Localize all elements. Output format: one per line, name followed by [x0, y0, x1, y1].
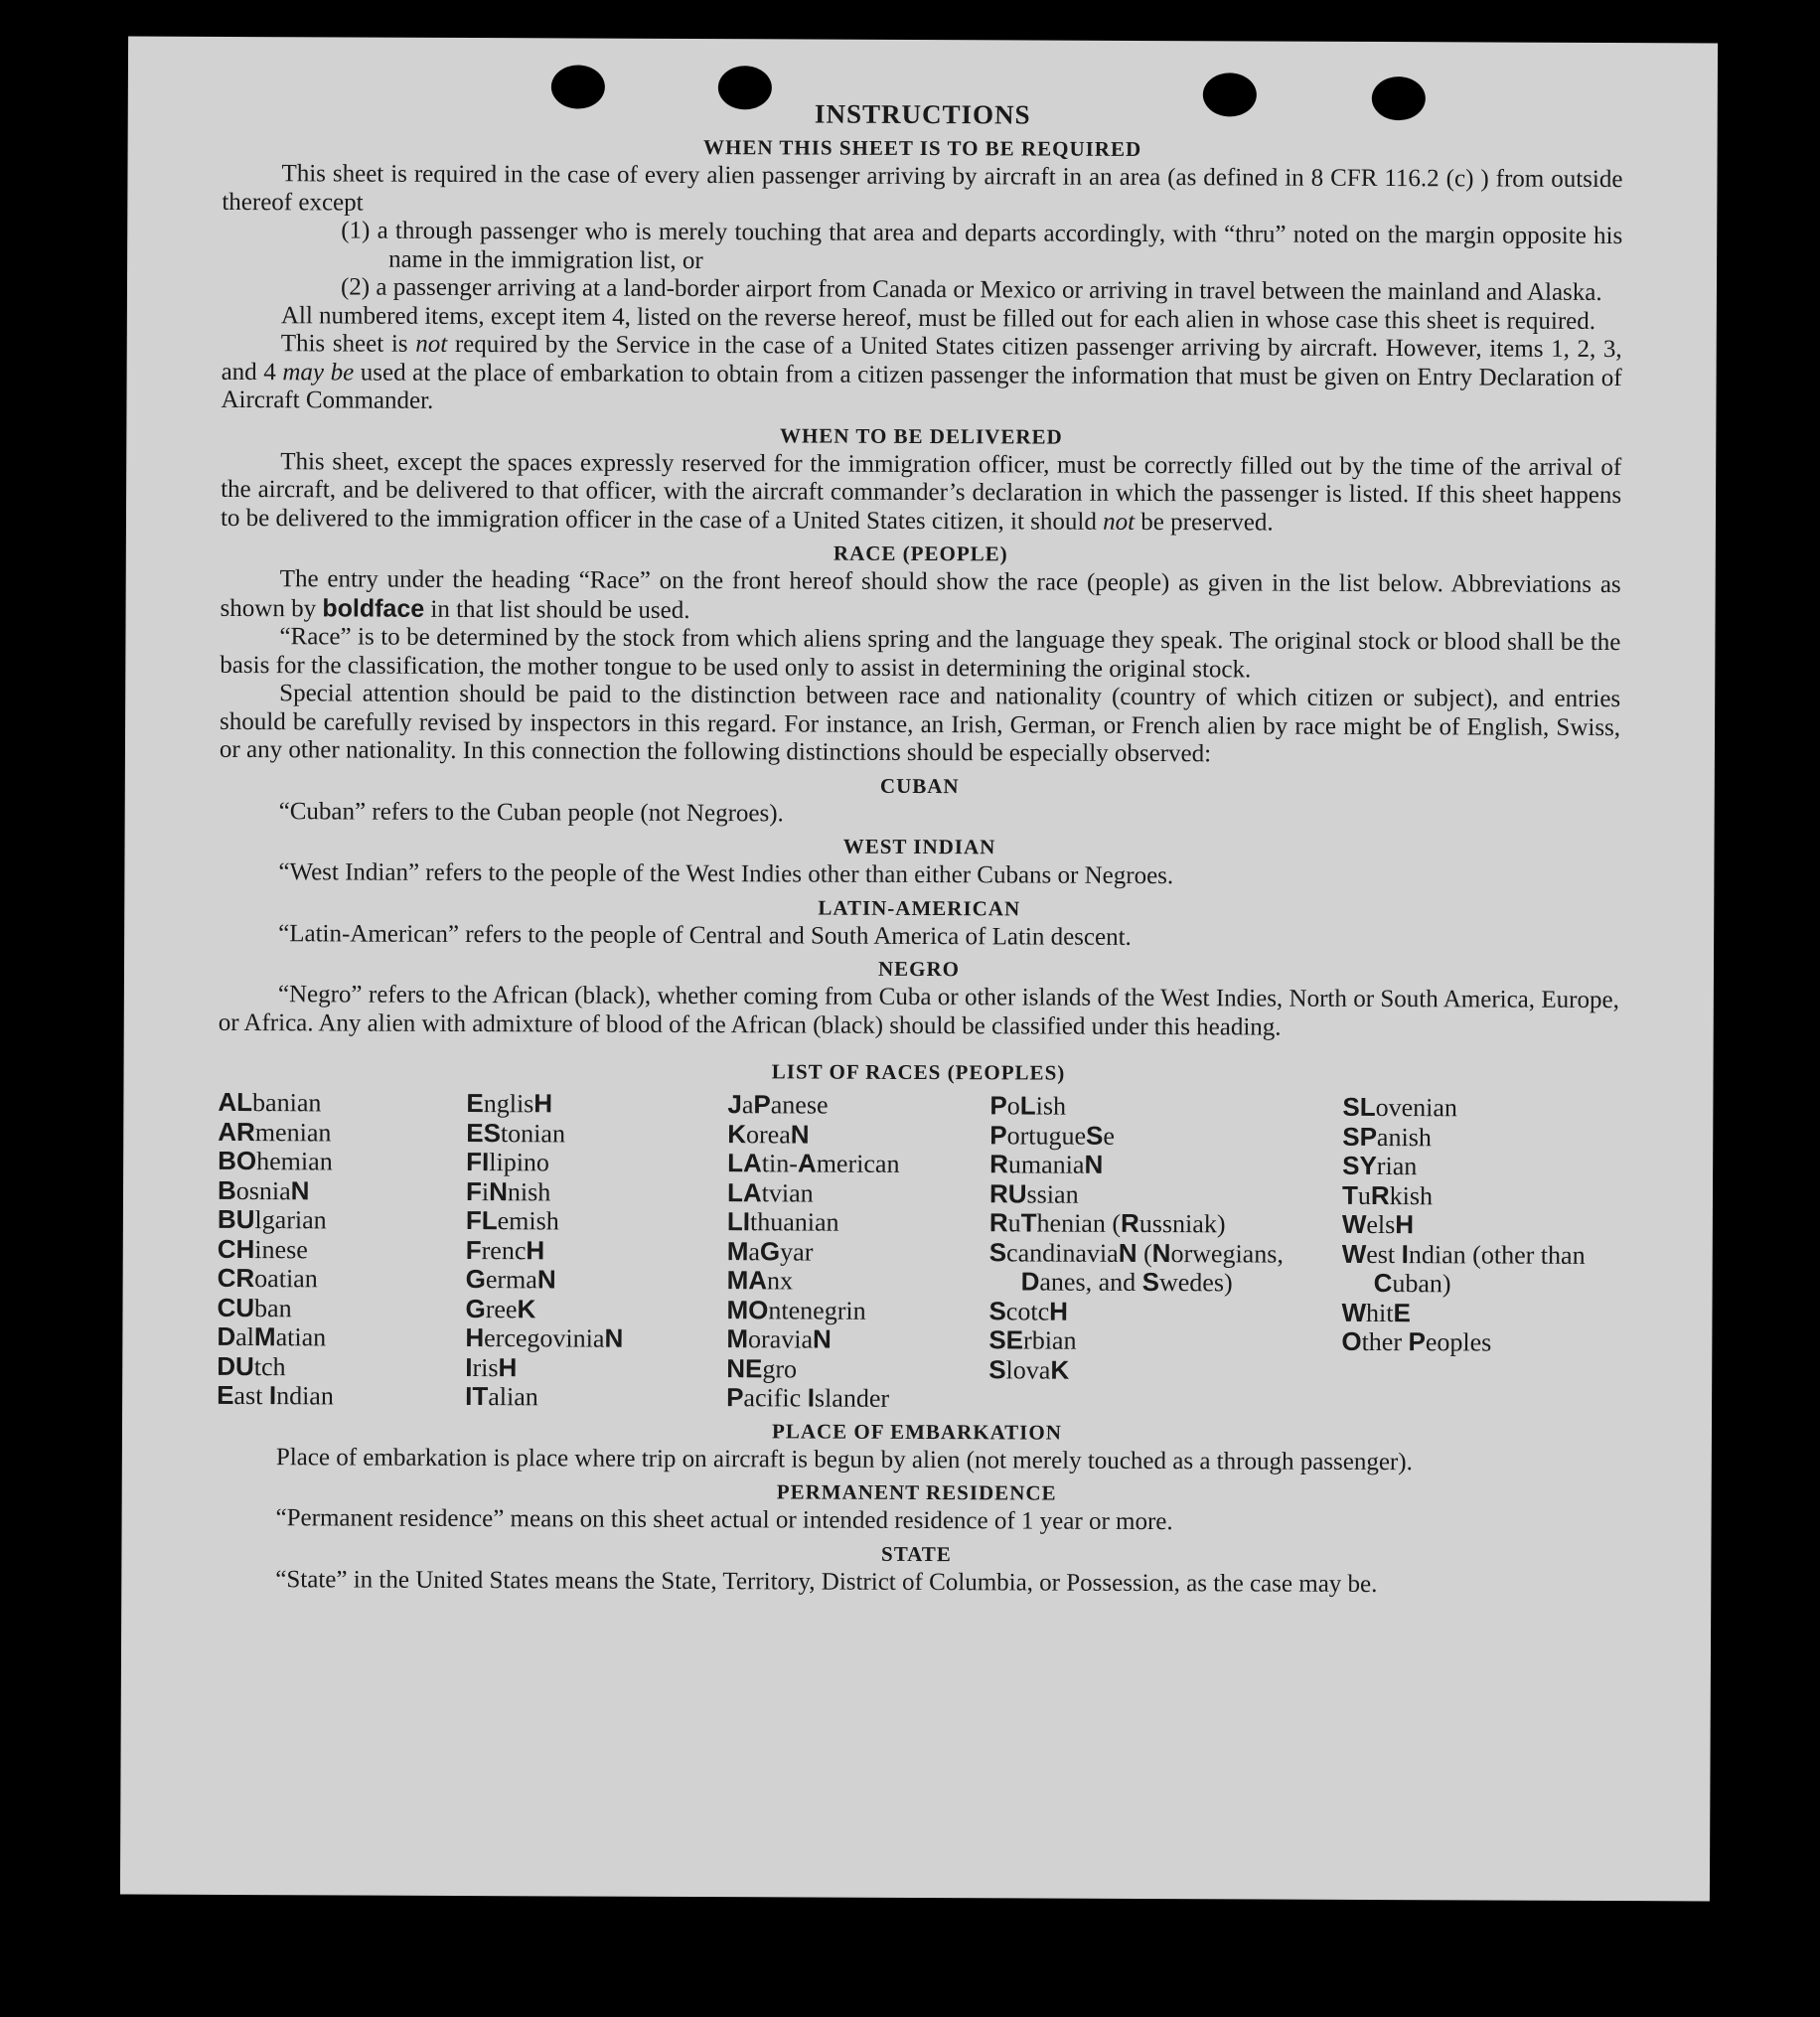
paragraph: “Latin-American” refers to the people of Central and South America of Latin descent. [278, 919, 1132, 951]
paragraph: Special attention should be paid to the distinction between race and nationality (country of which citizen or subject), and entries should be carefully revised by inspectors in this regard. For instance, an Irish, German, or French alien by race might be of English, Swiss, or any other nationality. In this connection the following distinctions should be especially observed: [219, 680, 1621, 768]
paragraph: “West Indian” refers to the people of the West Indies other than either Cubans or Negroes. [278, 858, 1174, 890]
race-entry: LAtvian [726, 1176, 814, 1208]
race-entry: ITalian [465, 1381, 538, 1412]
race-entry: MaGyar [726, 1235, 814, 1267]
section-heading: LATIN-AMERICAN [818, 895, 1021, 920]
numbered-item: (2) a passenger arriving at a land-border airport from Canada or Mexico or arriving in travel between the mainland and Alaska. [340, 273, 1602, 306]
race-entry: RumaniaN [989, 1149, 1104, 1179]
race-entry: SLovenian [1342, 1091, 1458, 1123]
page-title: INSTRUCTIONS [814, 98, 1031, 130]
race-entry: RuThenian (Russniak) [988, 1207, 1226, 1239]
paragraph: The entry under the heading “Race” on the front hereof should show the race (people) as given in the list below. Abbreviations as shown by boldface in that list should be used. [220, 565, 1621, 624]
race-entry: SYrian [1342, 1150, 1418, 1181]
race-entry: BosniaN [217, 1174, 310, 1205]
race-entry: HercegoviniaN [465, 1322, 624, 1353]
race-entry: PoLish [989, 1090, 1067, 1121]
race-entry: FrencH [465, 1234, 545, 1265]
race-entry: ARmenian [218, 1116, 332, 1147]
race-entry: East Indian [217, 1379, 334, 1411]
race-column [988, 1091, 1342, 1415]
race-entry: IrisH [465, 1351, 518, 1382]
paragraph: “Race” is to be determined by the stock from which aliens spring and the language they speak. The original stock or blood shall be the basis for the classification, the mother tongue to be used only to assist in determining the original stock. [220, 623, 1621, 683]
paragraph: “Cuban” refers to the Cuban people (not Negroes). [278, 797, 784, 827]
race-entry: LIthuanian [726, 1206, 839, 1237]
race-entry: CUban [217, 1292, 292, 1322]
race-entry: TuRkish [1341, 1179, 1434, 1210]
race-entry: KoreaN [727, 1118, 810, 1150]
race-entry: NEgro [726, 1352, 798, 1383]
race-entry: ScandinaviaN (Norwegians, Danes, and Swedes) [988, 1236, 1284, 1298]
section-heading: NEGRO [877, 956, 961, 982]
race-entry: GreeK [465, 1293, 536, 1323]
paragraph: “Negro” refers to the African (black), whether coming from Cuba or other islands of the West Indies, North or South America, Europe, or Africa. Any alien with admixture of blood of the African (black) should be classified under this heading. [218, 981, 1619, 1041]
paragraph: “Permanent residence” means on this sheet actual or intended residence of 1 year or more. [275, 1504, 1173, 1536]
race-entry: MoraviaN [726, 1323, 832, 1354]
race-entry: CHinese [217, 1233, 308, 1264]
numbered-item: (1) a through passenger who is merely touching that area and departs accordingly, with “thru” noted on the margin opposite his name in the immigration list, or [341, 217, 1623, 274]
race-entry: ScotcH [988, 1295, 1069, 1326]
paragraph: This sheet is not required by the Service in the case of a United States citizen passenger arriving by aircraft. However, items 1, 2, 3, and 4 may be used at the place of embarkation to obtain from a citizen passenger the information that must be given on Entry Declaration of Aircraft Commander. [221, 330, 1622, 414]
paragraph: “State” in the United States means the State, Territory, District of Columbia, or Possession, as the case may be. [275, 1565, 1378, 1598]
paragraph: All numbered items, except item 4, listed on the reverse hereof, must be filled out for each alien in whose case this sheet is required. [280, 301, 1596, 335]
race-entry: EStonian [466, 1117, 566, 1148]
race-entry: BOhemian [218, 1145, 333, 1176]
race-entry: CRoatian [217, 1262, 318, 1294]
race-column [726, 1090, 989, 1414]
section-heading: PLACE OF EMBARKATION [771, 1418, 1062, 1445]
race-entry: MAnx [726, 1265, 794, 1296]
section-heading: WHEN TO BE DELIVERED [779, 422, 1063, 449]
race-entry: Other Peoples [1341, 1325, 1492, 1357]
race-entry: West Indian (other than Cuban) [1341, 1238, 1586, 1299]
race-entry: LAtin-American [727, 1148, 900, 1178]
race-entry: DUtch [217, 1350, 286, 1381]
race-entry: SlovaK [988, 1353, 1070, 1385]
section-heading: RACE (PEOPLE) [833, 541, 1008, 566]
instructions-content [216, 96, 1623, 1600]
race-entry: FIlipino [466, 1147, 550, 1177]
race-entry: BUlgarian [217, 1203, 327, 1235]
race-entry: PortugueSe [989, 1119, 1116, 1151]
section-heading: STATE [881, 1541, 952, 1566]
race-entry: DalMatian [217, 1320, 327, 1352]
section-heading: PERMANENT RESIDENCE [776, 1479, 1057, 1505]
race-column [465, 1089, 727, 1413]
race-entry: EnglisH [466, 1088, 553, 1119]
race-entry: MOntenegrin [726, 1294, 866, 1325]
section-heading: CUBAN [879, 773, 960, 798]
race-entry: RUssian [988, 1177, 1079, 1209]
race-entry: SPanish [1342, 1121, 1432, 1152]
race-entry: ALbanian [218, 1086, 322, 1118]
race-entry: SErbian [988, 1324, 1077, 1355]
race-entry: WhitE [1341, 1297, 1411, 1327]
race-entry: JaPanese [727, 1089, 829, 1120]
section-heading: LIST OF RACES (PEOPLES) [771, 1059, 1066, 1085]
race-entry: FiNnish [465, 1175, 551, 1206]
paragraph: This sheet is required in the case of every alien passenger arriving by aircraft in an area (as defined in 8 CFR 116.2 (c) ) from outside thereof except [222, 160, 1623, 217]
paragraph: Place of embarkation is place where trip on aircraft is begun by alien (not merely touched as a through passenger). [275, 1443, 1413, 1475]
race-list [217, 1088, 1618, 1417]
race-entry: GermaN [465, 1264, 556, 1295]
race-column [217, 1088, 466, 1412]
race-entry: FLemish [465, 1205, 559, 1236]
race-entry: WelsH [1341, 1208, 1415, 1240]
document-sheet [120, 37, 1718, 1902]
race-column [1341, 1093, 1618, 1417]
section-heading: WEST INDIAN [842, 834, 996, 859]
race-entry: Pacific Islander [726, 1382, 890, 1413]
section-heading: WHEN THIS SHEET IS TO BE REQUIRED [702, 135, 1142, 161]
paragraph: This sheet, except the spaces expressly reserved for the immigration officer, must be correctly filled out by the time of the arrival of the aircraft, and be delivered to that officer, with the aircraft commander’s declaration in which the passenger is listed. If this sheet happens to be delivered to the immigration officer in the case of a United States citizen, it should not be preserved. [220, 447, 1622, 537]
